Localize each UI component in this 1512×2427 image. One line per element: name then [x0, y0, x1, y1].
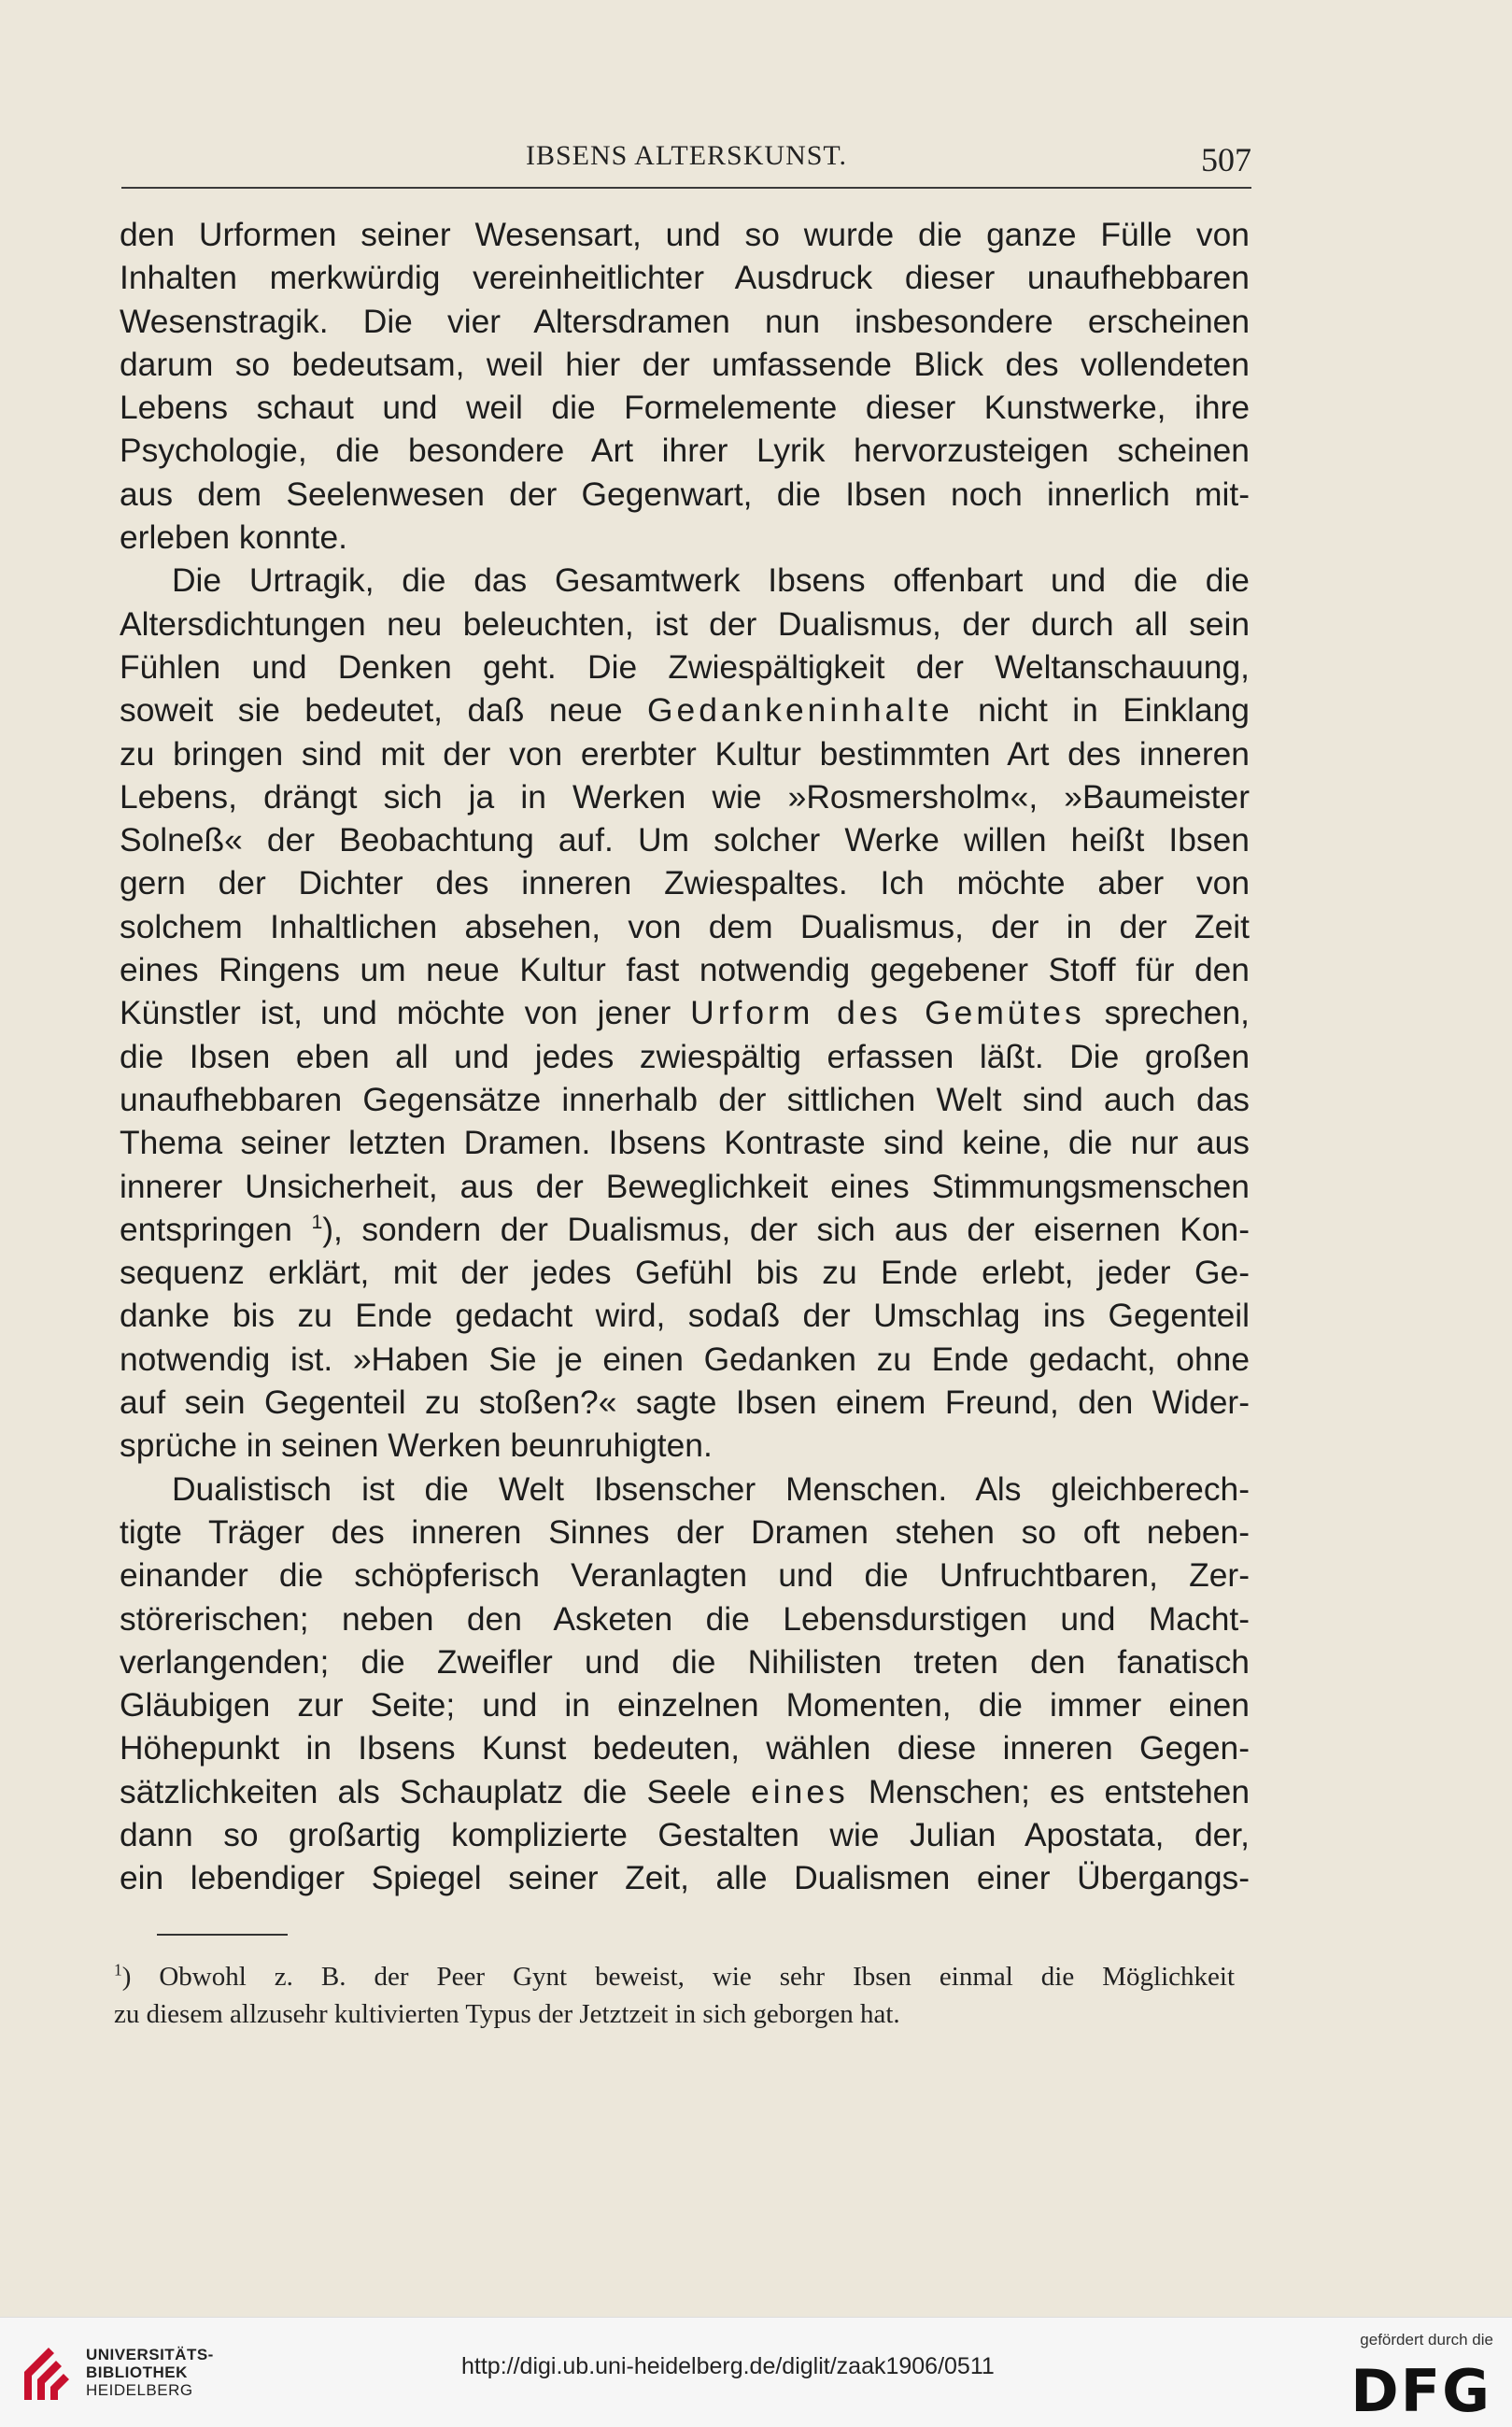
text-line: Dualistisch ist die Welt Ibsenscher Menschen. Als gleichberech-	[172, 1469, 1250, 1508]
footnote-line	[114, 1958, 1235, 1995]
text-line: aus dem Seelenwesen der Gegenwart, die Ibsen noch innerlich mit-	[120, 475, 1250, 513]
library-name-line: BIBLIOTHEK	[86, 2363, 188, 2381]
library-logo-icon	[17, 2340, 75, 2407]
running-title: IBSENS ALTERSKUNST.	[525, 140, 848, 171]
text-segment: nicht in Einklang	[953, 691, 1250, 730]
text-line: Gläubigen zur Seite; und in einzelnen Momenten, die immer einen	[120, 1686, 1250, 1724]
text-line: einander die schöpferisch Veranlagten und die Unfruchtbaren, Zer-	[120, 1556, 1250, 1595]
text-segment: entspringen	[120, 1210, 312, 1248]
permalink-url[interactable]: http://digi.ub.uni-heidelberg.de/diglit/zaak1906/0511	[461, 2353, 995, 2379]
text-line: Höhepunkt in Ibsens Kunst bedeuten, wählen diese inneren Gegen-	[120, 1729, 1250, 1767]
text-line: notwendig ist. »Haben Sie je einen Gedanken zu Ende gedacht, ohne	[120, 1340, 1250, 1378]
text-segment: ) Obwohl z. B. der Peer Gynt beweist, wie sehr Ibsen einmal die Möglichkeit	[121, 1962, 1235, 1992]
text-line: eines Ringens um neue Kultur fast notwendig gegebener Stoff für den	[120, 951, 1250, 989]
text-line	[120, 991, 1250, 1034]
text-line: solchem Inhaltlichen absehen, von dem Dualismus, der in der Zeit	[120, 907, 1250, 945]
body-text	[120, 213, 1250, 1900]
emphasized-text: Gedankeninhalte	[647, 691, 954, 730]
library-name	[86, 2346, 214, 2399]
text-line: Die Urtragik, die das Gesamtwerk Ibsens offenbart und die die	[172, 561, 1250, 600]
text-line: Wesenstragik. Die vier Altersdramen nun insbesondere erscheinen	[120, 302, 1250, 340]
text-line: darum so bedeutsam, weil hier der umfassende Blick des vollendeten	[120, 345, 1250, 383]
text-line: Altersdichtungen neu beleuchten, ist der Dualismus, der durch all sein	[120, 604, 1250, 643]
viewer-footer	[0, 2317, 1512, 2427]
text-line: danke bis zu Ende gedacht wird, sodaß der Umschlag ins Gegenteil	[120, 1297, 1250, 1335]
text-segment: sätzlichkeiten als Schauplatz die Seele	[120, 1772, 752, 1810]
dfg-logo: DFG	[1350, 2357, 1491, 2425]
text-line: Inhalten merkwürdig vereinheitlichter Ausdruck dieser unaufhebbaren	[120, 259, 1250, 297]
text-line: gern der Dichter des inneren Zwiespaltes. Ich möchte aber von	[120, 864, 1250, 902]
footnote-line: zu diesem allzusehr kultivierten Typus der Jetztzeit in sich geborgen hat.	[114, 1999, 900, 2029]
footnote	[114, 1958, 1235, 2033]
text-segment: Menschen; es entstehen	[848, 1772, 1251, 1810]
text-line: ein lebendiger Spiegel seiner Zeit, alle Dualismen einer Übergangs-	[120, 1859, 1250, 1897]
text-line: Lebens schaut und weil die Formelemente dieser Kunstwerke, ihre	[120, 389, 1250, 427]
page-header	[121, 138, 1251, 189]
text-line: Thema seiner letzten Dramen. Ibsens Kontraste sind keine, die nur aus	[120, 1124, 1250, 1162]
text-line: dann so großartig komplizierte Gestalten wie Julian Apostata, der,	[120, 1815, 1250, 1853]
library-name-line: HEIDELBERG	[86, 2381, 193, 2399]
text-line: störerischen; neben den Asketen die Lebensdurstigen und Macht-	[120, 1599, 1250, 1638]
text-line: unaufhebbaren Gegensätze innerhalb der sittlichen Welt sind auch das	[120, 1080, 1250, 1118]
footnote-divider	[157, 1934, 288, 1936]
text-line: Fühlen und Denken geht. Die Zwiespältigkeit der Weltanschauung,	[120, 647, 1250, 686]
page-number: 507	[1201, 141, 1251, 178]
text-line: Solneß« der Beobachtung auf. Um solcher Werke willen heißt Ibsen	[120, 821, 1250, 859]
funding-note: gefördert durch die	[1360, 2331, 1493, 2349]
text-line: auf sein Gegenteil zu stoßen?« sagte Ibsen einem Freund, den Wider-	[120, 1384, 1250, 1422]
footnote-marker: 1	[114, 1960, 122, 1980]
text-line: sprüche in seinen Werken beunruhigten.	[120, 1426, 713, 1465]
text-line: Lebens, drängt sich ja in Werken wie »Rosmersholm«, »Baumeister	[120, 777, 1250, 816]
text-line: erleben konnte.	[120, 518, 347, 557]
text-segment: sprechen,	[1084, 994, 1250, 1032]
text-line: zu bringen sind mit der von ererbter Kultur bestimmten Art des inneren	[120, 734, 1250, 773]
library-name-line: UNIVERSITÄTS-	[86, 2346, 214, 2363]
text-line: verlangenden; die Zweifler und die Nihilisten treten den fanatisch	[120, 1642, 1250, 1681]
text-line	[120, 1208, 1250, 1251]
text-line: innerer Unsicherheit, aus der Beweglichkeit eines Stimmungsmenschen	[120, 1167, 1250, 1205]
text-line: den Urformen seiner Wesensart, und so wurde die ganze Fülle von	[120, 216, 1250, 253]
emphasized-text: eines	[751, 1772, 849, 1810]
text-segment: ), sondern der Dualismus, der sich aus der eisernen Kon-	[322, 1210, 1250, 1248]
text-line: sequenz erklärt, mit der jedes Gefühl bis zu Ende erlebt, jeder Ge-	[120, 1254, 1250, 1292]
text-line: Psychologie, die besondere Art ihrer Lyrik hervorzusteigen scheinen	[120, 432, 1250, 470]
text-segment: Künstler ist, und möchte von jener	[120, 994, 691, 1032]
footnote-reference: 1	[311, 1211, 323, 1234]
text-line	[120, 688, 1250, 731]
text-line	[120, 1770, 1250, 1813]
text-line: tigte Träger des inneren Sinnes der Dramen stehen so oft neben-	[120, 1512, 1250, 1551]
text-segment: soweit sie bedeutet, daß neue	[120, 691, 648, 730]
text-line: die Ibsen eben all und jedes zwiespältig erfassen läßt. Die großen	[120, 1037, 1250, 1075]
emphasized-text: Urform des Gemütes	[690, 994, 1085, 1032]
